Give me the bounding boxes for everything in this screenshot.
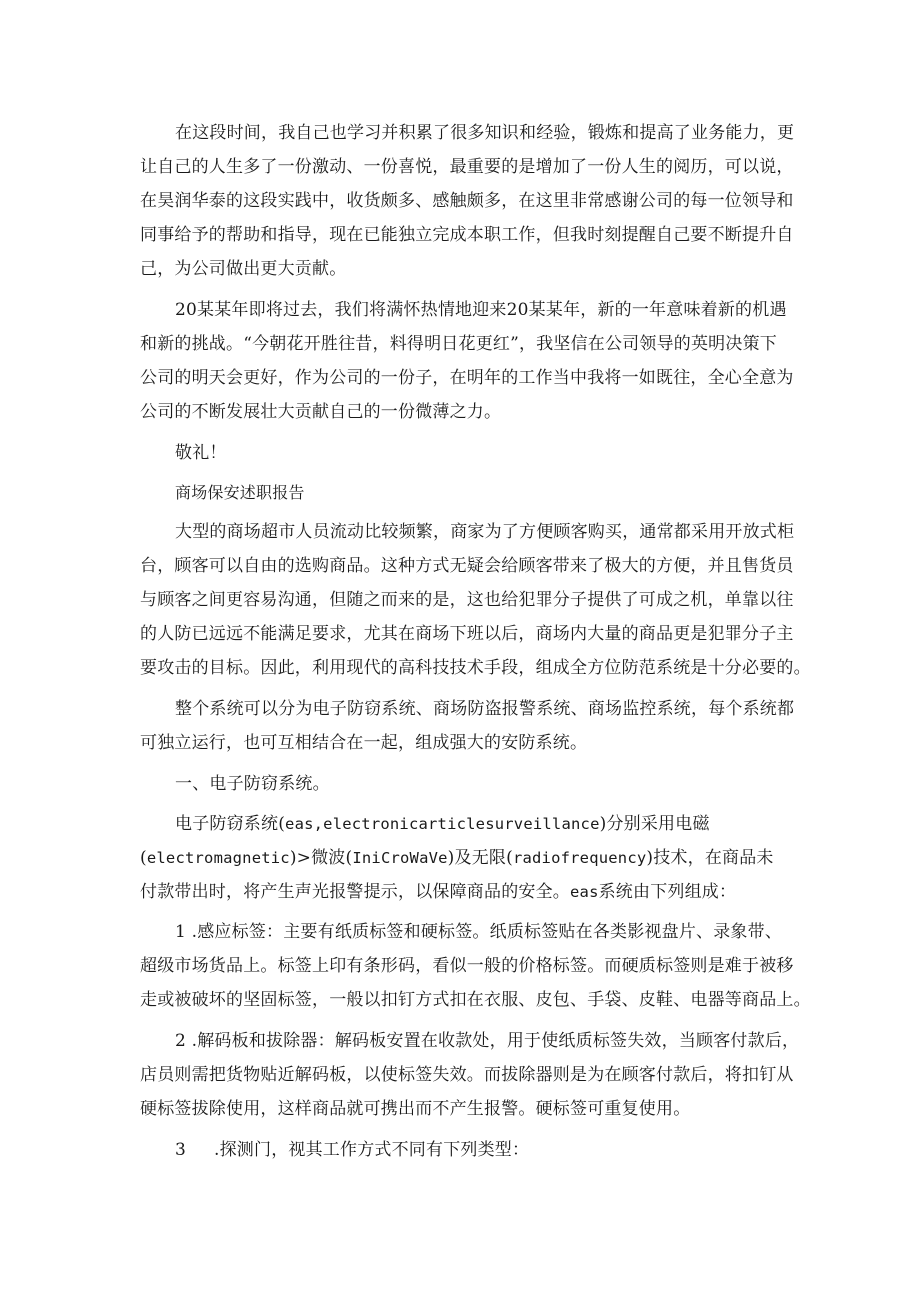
item-1-line-2: 超级市场货品上。标签上印有条形码，看似一般的价格标签。而硬质标签则是难于被移	[140, 956, 794, 976]
paragraph-4-line-2: 可独立运行，也可互相结合在一起，组成强大的安防系统。	[140, 733, 588, 753]
paragraph-1-line-2: 让自己的人生多了一份激动、一份喜悦，最重要的是增加了一份人生的阅历，可以说，	[140, 157, 794, 177]
item-1-line-1: 1 .感应标签：主要有纸质标签和硬标签。纸质标签贴在各类影视盘片、录象带、	[175, 922, 783, 942]
paragraph-5-text: 系统由下列组成：	[598, 882, 737, 902]
item-1-line-3: 走或被破坏的坚固标签，一般以扣钉方式扣在衣服、皮包、手袋、皮鞋、电器等商品上。	[140, 990, 811, 1010]
paragraph-3-line-2: 台，顾客可以自由的选购商品。这种方式无疑会给顾客带来了极大的方便，并且售货员	[140, 556, 794, 576]
paragraph-3-line-3: 与顾客之间更容易沟通，但随之而来的是，这也给犯罪分子提供了可成之机，单靠以往	[140, 590, 794, 610]
paragraph-5-latin: eas	[570, 883, 599, 901]
paragraph-5-latin: eas,electronicarticlesurveillance	[285, 815, 600, 833]
section-heading: 一、电子防窃系统。	[175, 774, 330, 794]
paragraph-5-latin: IniCroWaVe	[352, 849, 448, 867]
paragraph-5-latin: radiofrequency	[512, 849, 647, 867]
paragraph-5-text: 付款带出时，将产生声光报警提示，以保障商品的安全。	[140, 882, 570, 902]
paragraph-2-line-3: 公司的明天会更好，作为公司的一份子，在明年的工作当中我将一如既往，全心全意为	[140, 368, 794, 388]
paragraph-5-text: 电子防窃系统(	[175, 814, 286, 834]
paragraph-1-line-4: 同事给予的帮助和指导，现在已能独立完成本职工作，但我时刻提醒自己要不断提升自	[140, 225, 794, 245]
paragraph-5-text: )分别采用电磁	[599, 814, 710, 834]
paragraph-3-line-4: 的人防已远远不能满足要求，尤其在商场下班以后，商场内大量的商品更是犯罪分子主	[140, 624, 794, 644]
paragraph-5-line-2	[140, 846, 774, 870]
paragraph-4-line-1: 整个系统可以分为电子防窃系统、商场防盗报警系统、商场监控系统，每个系统都	[175, 699, 795, 719]
item-2-line-3: 硬标签拔除使用，这样商品就可携出而不产生报警。硬标签可重复使用。	[140, 1099, 691, 1119]
paragraph-5-line-3	[140, 880, 736, 904]
paragraph-5-text: )技术，在商品未	[646, 848, 774, 868]
paragraph-3-line-5: 要攻击的目标。因此，利用现代的高科技技术手段，组成全方位防范系统是十分必要的。	[140, 658, 811, 678]
paragraph-5-text: )>微波(	[289, 848, 353, 868]
closing-salutation: 敬礼！	[175, 443, 227, 463]
paragraph-5-text: (	[140, 848, 147, 868]
paragraph-5-latin: electromagnetic	[146, 849, 290, 867]
paragraph-2-line-4: 公司的不断发展壮大贡献自己的一份微薄之力。	[140, 402, 502, 422]
paragraph-5-line-1	[175, 812, 710, 836]
report-title: 商场保安述职报告	[175, 483, 305, 502]
paragraph-5-text: )及无限(	[447, 848, 513, 868]
item-2-line-2: 店员则需把货物贴近解码板，以使标签失效。而拔除器则是为在顾客付款后，将扣钉从	[140, 1065, 794, 1085]
paragraph-1-line-3: 在昊润华泰的这段实践中，收货颇多、感触颇多，在这里非常感谢公司的每一位领导和	[140, 191, 794, 211]
paragraph-2-line-1: 20某某年即将过去，我们将满怀热情地迎来20某某年，新的一年意味着新的机遇	[175, 300, 787, 320]
item-3-number: 3	[175, 1140, 187, 1160]
item-2-line-1: 2 .解码板和拔除器：解码板安置在收款处，用于使纸质标签失效，当顾客付款后，	[175, 1031, 800, 1051]
item-3-text: .探测门，视其工作方式不同有下列类型：	[214, 1140, 530, 1160]
paragraph-3-line-1: 大型的商场超市人员流动比较频繁，商家为了方便顾客购买，通常都采用开放式柜	[175, 522, 795, 542]
paragraph-2-line-2: 和新的挑战。“今朝花开胜往昔，料得明日花更红”，我坚信在公司领导的英明决策下	[140, 334, 777, 354]
paragraph-1-line-5: 己，为公司做出更大贡献。	[140, 259, 347, 279]
paragraph-1-line-1: 在这段时间，我自己也学习并积累了很多知识和经验，锻炼和提高了业务能力，更	[175, 123, 795, 143]
